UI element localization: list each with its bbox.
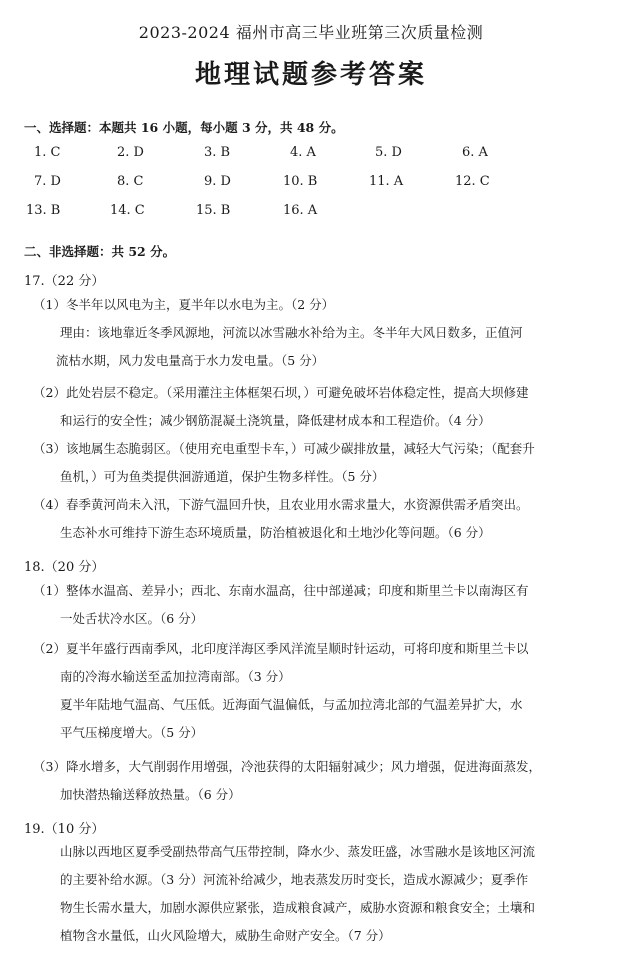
choice-answer: 12. C [455,174,490,189]
exam-subtitle: 2023-2024 福州市高三毕业班第三次质量检测 [138,23,484,42]
question-18-heading: 18.（20 分） [24,560,105,575]
choice-answer: 5. D [375,145,402,160]
q17-answer-3: （3）该地属生态脆弱区。（使用充电重型卡车，）可减少碳排放量，减轻大气污染；（配套升 鱼机，）可为鱼类提供洄游通道，保护生物多样性。（5 分） [33,441,535,484]
page-title: 地理试题参考答案 [194,60,427,90]
choice-answer: 11. A [369,174,404,189]
choice-answer: 9. D [204,174,231,189]
choice-answer: 8. C [117,174,144,189]
choice-answer: 10. B [283,174,318,189]
question-17-heading: 17.（22 分） [24,274,105,289]
q17-answer-1: （1）冬半年以风电为主，夏半年以水电为主。（2 分） [33,297,335,312]
q18-answer-2: （2）夏半年盛行西南季风，北印度洋海区季风洋流呈顺时针运动，可将印度和斯里兰卡以 南的冷海水输送至孟加拉湾南部。（3 分） [33,641,529,684]
choice-answer: 16. A [283,203,318,218]
section1-heading: 一、选择题：本题共 16 小题，每小题 3 分，共 48 分。 [24,120,344,135]
q19-answer: 山脉以西地区夏季受副热带高气压带控制，降水少、蒸发旺盛，冰雪融水是该地区河流 的主要补给水源。（3 分）河流补给减少，地表蒸发历时变长，造成水源减少；夏季作 物生长需水量大，加剧水源供应紧张，造成粮食减产，威胁水资源和粮食安全；土壤和 植物含水量低，山火风险增大，威胁生命财产安全。（7 分） [60,844,536,943]
q17-answer-1-reason: 理由：该地靠近冬季风源地，河流以冰雪融水补给为主。冬半年大风日数多，正值河 流枯水期，风力发电量高于水力发电量。（5 分） [56,325,523,368]
q18-answer-3: （3）降水增多，大气削弱作用增强，冷池获得的太阳辐射减少；风力增强，促进海面蒸发， 加快潜热输送释放热量。（6 分） [33,759,541,802]
section2-heading: 二、非选择题：共 52 分。 [24,244,176,259]
choice-answer: 6. A [462,145,488,160]
choice-answer: 13. B [26,203,61,218]
choice-answer: 3. B [204,145,231,160]
choice-answer: 1. C [34,145,61,160]
q17-answer-4: （4）春季黄河尚未入汛，下游气温回升快，且农业用水需求量大，水资源供需矛盾突出。 生态补水可维持下游生态环境质量，防治植被退化和土地沙化等问题。（6 分） [33,497,529,540]
choice-answer: 14. C [110,203,145,218]
q17-answer-2: （2）此处岩层不稳定。（采用灌注主体框架石坝，）可避免破坏岩体稳定性，提高大坝修建 和运行的安全性；减少钢筋混凝土浇筑量，降低建材成本和工程造价。（4 分） [33,385,529,428]
choice-answer: 2. D [117,145,144,160]
choice-answer: 15. B [196,203,231,218]
choice-answer: 4. A [290,145,316,160]
q18-answer-2-detail: 夏半年陆地气温高、气压低。近海面气温偏低，与孟加拉湾北部的气温差异扩大，水 平气压梯度增大。（5 分） [60,697,523,740]
question-19-heading: 19.（10 分） [24,822,105,837]
choice-answer: 7. D [34,174,61,189]
q18-answer-1: （1）整体水温高、差异小；西北、东南水温高，往中部递减；印度和斯里兰卡以南海区有 一处舌状冷水区。（6 分） [33,583,529,626]
